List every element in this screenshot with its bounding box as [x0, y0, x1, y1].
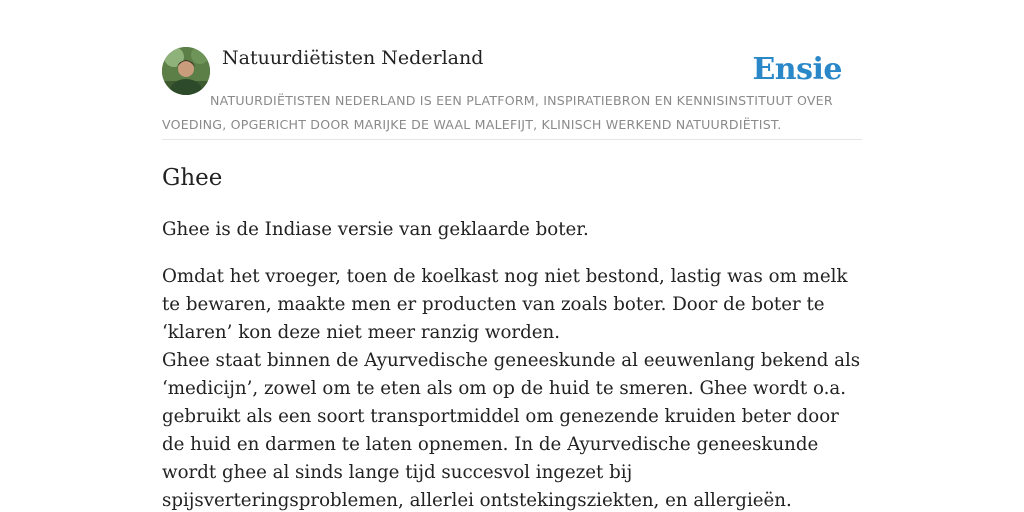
article-paragraph-line: Ghee staat binnen de Ayurvedische geneeskunde al eeuwenlang bekend als ‘medicijn’, zowel om te eten als om op de huid te smeren. Ghee wordt o.a. gebruikt als een soort transportmiddel om genezende kruiden beter door de huid en darmen te laten opnemen. In de Ayurvedische geneeskunde wordt ghee al sinds lange tijd succesvol ingezet bij spijsverteringsproblemen, allerlei ontstekingsziekten, en allergieën.: [162, 350, 861, 511]
avatar-photo-icon: [162, 47, 210, 95]
article-paragraph: Ghee is de Indiase versie van geklaarde boter.: [162, 219, 589, 240]
article-paragraph-line: Omdat het vroeger, toen de koelkast nog niet bestond, lastig was om melk te bewaren, maakte men er producten van zoals boter. Door de boter te ‘klaren’ kon deze niet meer ranzig worden.: [162, 266, 848, 343]
author-description: NATUURDIËTISTEN NEDERLAND IS EEN PLATFORM, INSPIRATIEBRON EN KENNISINSTITUUT OVER VOEDING, OPGERICHT DOOR MARIJKE DE WAAL MALEFIJT, KLINISCH WERKEND NATUURDIËTIST.: [162, 93, 833, 132]
article: [162, 160, 867, 512]
article-paragraph: [162, 263, 867, 512]
article-title: Ghee: [162, 165, 223, 191]
author-name[interactable]: Natuurdiëtisten Nederland: [222, 47, 484, 69]
avatar[interactable]: [162, 47, 210, 95]
ensie-logo[interactable]: Ensie: [752, 52, 842, 87]
author-header: [162, 46, 862, 140]
